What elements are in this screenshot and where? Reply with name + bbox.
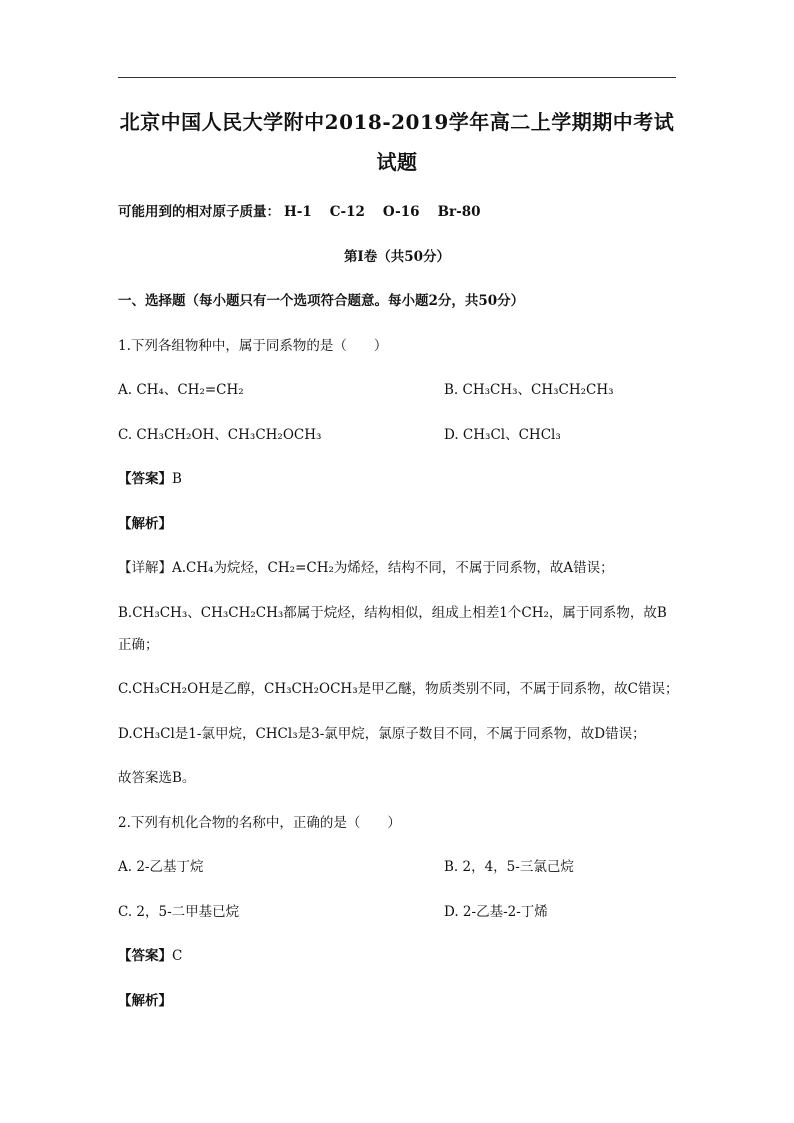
q1-detail-d: D.CH₃Cl是1-氯甲烷，CHCl₃是3-氯甲烷，氯原子数目不同，不属于同系物，故D错误；	[118, 726, 646, 742]
q1-answer-label: 【答案】	[118, 471, 172, 487]
q1-option-a: A. CH₄、CH₂=CH₂	[118, 382, 244, 398]
q1-analysis-label: 【解析】	[118, 516, 172, 532]
q1-stem: 1.下列各组物种中，属于同系物的是（ ）	[118, 338, 388, 354]
q1-option-d: D. CH₃Cl、CHCl₃	[444, 427, 561, 443]
q1-detail-b1: B.CH₃CH₃、CH₃CH₂CH₃都属于烷烃，结构相似，组成上相差1个CH₂，属于同系物，故B	[118, 605, 667, 621]
q2-analysis-label: 【解析】	[118, 993, 172, 1009]
volume-heading: 第Ⅰ卷（共50分）	[343, 249, 451, 265]
page-title-line2: 试题	[376, 150, 418, 174]
atomic-mass-label: 可能用到的相对原子质量：	[118, 204, 280, 220]
q1-answer-value: B	[172, 471, 182, 487]
q2-answer-label: 【答案】	[118, 948, 172, 964]
q2-answer-value: C	[172, 948, 183, 964]
atomic-mass-o: O-16	[382, 204, 420, 220]
q2-option-d: D. 2-乙基-2-丁烯	[444, 904, 548, 920]
page-title-line1: 北京中国人民大学附中2018-2019学年高二上学期期中考试	[119, 110, 675, 134]
q2-option-c: C. 2，5-二甲基已烷	[118, 904, 240, 920]
section-heading: 一、选择题（每小题只有一个选项符合题意。每小题2分，共50分）	[118, 293, 525, 309]
atomic-mass-br: Br-80	[437, 204, 481, 220]
q1-detail-c: C.CH₃CH₂OH是乙醇，CH₃CH₂OCH₃是甲乙醚，物质类别不同，不属于同系物，故C错误；	[118, 681, 679, 697]
q2-option-a: A. 2-乙基丁烷	[118, 859, 204, 875]
q2-option-b: B. 2，4，5-三氯己烷	[444, 859, 574, 875]
q2-answer	[118, 944, 182, 964]
atomic-mass-line	[118, 200, 498, 220]
header-rule	[118, 77, 676, 78]
q2-stem: 2.下列有机化合物的名称中，正确的是（ ）	[118, 815, 401, 831]
atomic-mass-c: C-12	[329, 204, 365, 220]
q1-detail-a: 【详解】A.CH₄为烷烃，CH₂=CH₂为烯烃，结构不同，不属于同系物，故A错误；	[118, 560, 614, 576]
q1-conclusion: 故答案选B。	[118, 770, 196, 786]
q1-option-b: B. CH₃CH₃、CH₃CH₂CH₃	[444, 382, 614, 398]
q1-detail-b2: 正确；	[118, 637, 159, 653]
atomic-mass-h: H-1	[284, 204, 312, 220]
q1-option-c: C. CH₃CH₂OH、CH₃CH₂OCH₃	[118, 427, 322, 443]
q1-answer	[118, 467, 182, 487]
